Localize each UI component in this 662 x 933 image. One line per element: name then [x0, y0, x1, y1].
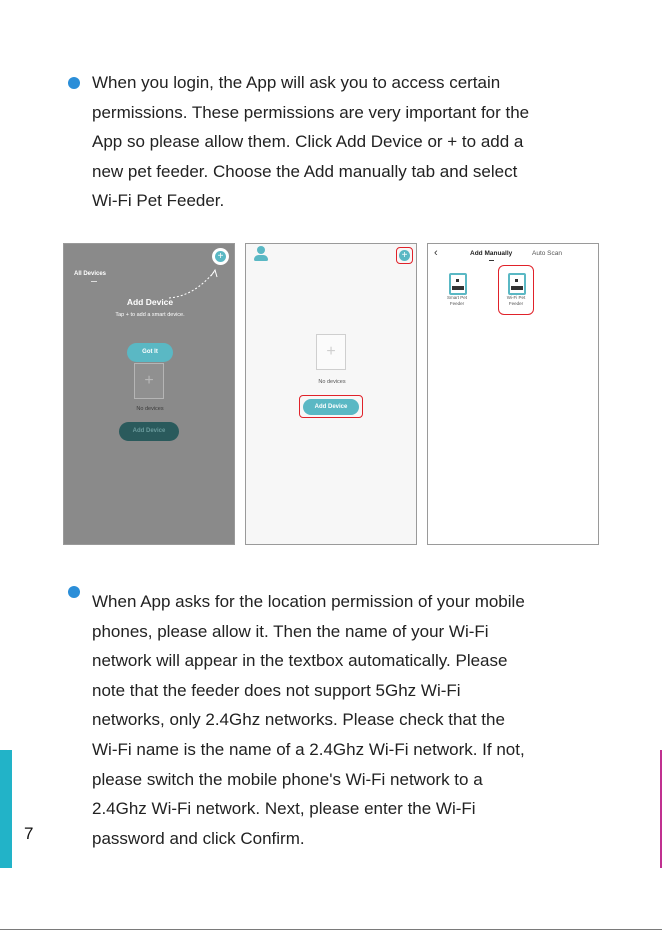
feeder-icon	[449, 273, 467, 295]
screenshot-device-list	[245, 243, 417, 545]
all-devices-header: All Devices	[74, 271, 107, 277]
got-it-button[interactable]: Got It	[127, 343, 173, 362]
empty-document-icon: +	[134, 363, 164, 399]
paragraph-line: new pet feeder. Choose the Add manually tab and select	[92, 161, 518, 181]
bullet-icon	[68, 586, 80, 598]
empty-document-icon: +	[316, 334, 346, 370]
no-devices-label: No devices	[136, 406, 164, 412]
location-permission-paragraph	[92, 587, 612, 853]
paragraph-line: networks, only 2.4Ghz networks. Please check that the	[92, 710, 505, 730]
paragraph-line: When you login, the App will ask you to access certain	[92, 73, 501, 92]
highlight-plus-frame	[396, 247, 413, 264]
item-label: Wi-Fi Pet	[506, 295, 526, 300]
overlay-subtitle: Tap + to add a smart device.	[115, 312, 185, 318]
tab-add-manually[interactable]: Add Manually	[470, 250, 513, 257]
smart-pet-feeder-item[interactable]	[442, 273, 472, 313]
screenshot-add-manually	[427, 243, 599, 545]
item-label: Feeder	[508, 301, 524, 306]
overlay-title: Add Device	[126, 297, 174, 307]
plus-circle-icon[interactable]: +	[399, 250, 410, 261]
paragraph-line: App so please allow them. Click Add Device or + to add a	[92, 132, 524, 152]
page-number: 7	[24, 824, 34, 843]
paragraph-line: network will appear in the textbox automatically. Please	[92, 651, 508, 671]
paragraph-line: please switch the mobile phone's Wi-Fi network to a	[92, 769, 483, 789]
no-devices-label: No devices	[318, 379, 346, 385]
paragraph-line: permissions. These permissions are very important for the	[92, 102, 530, 122]
highlight-wifi-feeder-frame	[498, 265, 534, 315]
plus-circle-icon[interactable]: +	[212, 248, 229, 265]
paragraph-line: Wi-Fi Pet Feeder.	[92, 191, 225, 211]
paragraph-line: password and click Confirm.	[92, 828, 305, 848]
bullet-icon	[68, 77, 80, 89]
item-label: Feeder	[449, 301, 465, 306]
add-device-button[interactable]: Add Device	[119, 422, 179, 441]
add-device-button[interactable]: Add Device	[303, 399, 359, 415]
item-label: Smart Pet	[446, 295, 467, 300]
footer-divider	[0, 929, 662, 930]
screenshot-onboarding-overlay	[63, 243, 235, 545]
tab-underline	[489, 260, 494, 261]
avatar[interactable]	[254, 246, 268, 262]
back-chevron-icon[interactable]: ‹	[434, 247, 438, 259]
paragraph-line: note that the feeder does not support 5Ghz Wi-Fi	[92, 680, 461, 700]
highlight-add-device-frame	[299, 395, 363, 418]
dotted-arrow-icon	[164, 262, 224, 302]
section-side-tab	[0, 750, 12, 868]
tab-auto-scan[interactable]: Auto Scan	[532, 250, 562, 257]
paragraph-line: Wi-Fi name is the name of a 2.4Ghz Wi-Fi network. If not,	[92, 739, 525, 759]
intro-paragraph	[92, 68, 612, 216]
paragraph-line: When App asks for the location permission of your mobile	[92, 592, 525, 611]
header-underline	[91, 281, 97, 282]
paragraph-line: phones, please allow it. Then the name of your Wi-Fi	[92, 621, 489, 641]
paragraph-line: 2.4Ghz Wi-Fi network. Next, please enter the Wi-Fi	[92, 799, 476, 819]
